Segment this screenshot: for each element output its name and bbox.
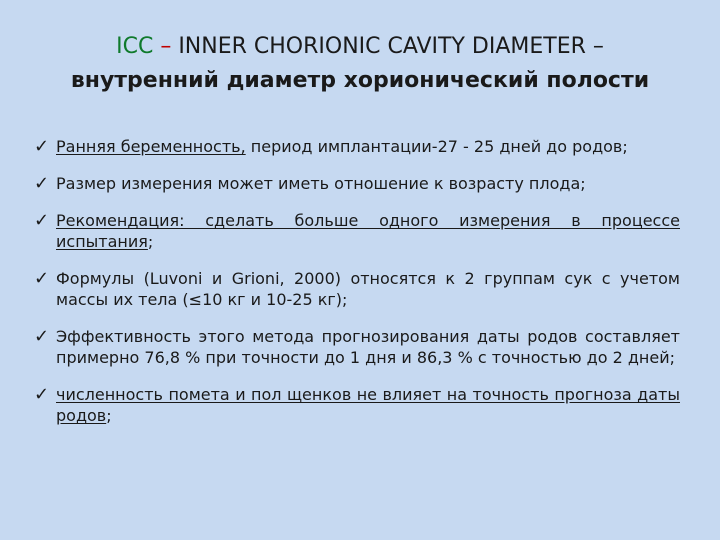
- list-item: [34, 268, 680, 310]
- item-text: период имплантации-27 - 25 дней до родов;: [245, 137, 628, 156]
- item-underlined-text: Рекомендация: сделать больше одного измерения в процессе испытания: [56, 211, 680, 251]
- title-dash: –: [160, 34, 172, 59]
- title-russian: внутренний диаметр хорионический полости: [70, 68, 650, 93]
- item-text: ;: [147, 232, 154, 251]
- bullet-list: [34, 136, 680, 442]
- title-english: INNER CHORIONIC CAVITY DIAMETER –: [178, 34, 604, 59]
- list-item: [34, 173, 680, 194]
- item-text: Формулы (Luvoni и Grioni, 2000) относятся к 2 группам сук с учетом массы их тела (≤10 кг и 10-25 кг);: [56, 269, 680, 309]
- item-text: Размер измерения может иметь отношение к возрасту плода;: [56, 174, 586, 193]
- item-underlined-text: Ранняя беременность,: [56, 137, 246, 156]
- item-text: Эффективность этого метода прогнозирования даты родов составляет примерно 76,8 % при точности до 1 дня и 86,3 % с точностью до 2 дней;: [56, 327, 680, 367]
- check-icon: ✓: [34, 326, 50, 347]
- check-icon: ✓: [34, 210, 50, 231]
- slide-title: [20, 30, 700, 98]
- item-text: ;: [106, 406, 112, 425]
- check-icon: ✓: [34, 268, 50, 289]
- check-icon: ✓: [34, 384, 50, 405]
- list-item: [34, 326, 680, 368]
- item-underlined-text: численность помета и пол щенков не влияет на точность прогноза даты родов: [56, 385, 680, 425]
- list-item: [34, 210, 680, 252]
- title-abbreviation: ICC: [116, 34, 154, 59]
- check-icon: ✓: [34, 136, 50, 157]
- check-icon: ✓: [34, 173, 50, 194]
- list-item: [34, 136, 680, 157]
- list-item: [34, 384, 680, 426]
